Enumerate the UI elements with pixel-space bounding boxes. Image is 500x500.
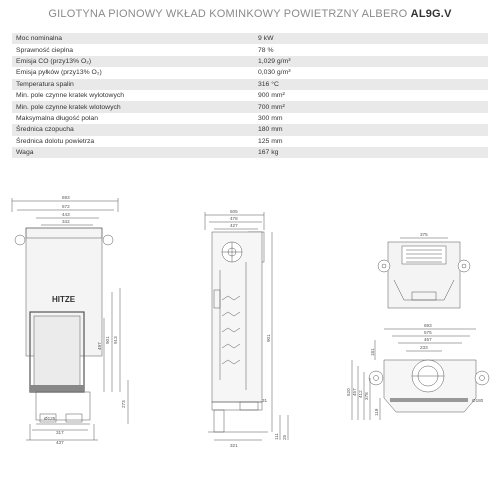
top-view <box>378 238 470 308</box>
spec-value: 78 % <box>258 46 274 54</box>
spec-label: Min. pole czynne kratek wylotowych <box>16 92 125 100</box>
dim-label: 901 <box>105 336 110 344</box>
dim-label: 505 <box>230 209 238 214</box>
spec-label: Temperatura spalin <box>12 79 254 90</box>
dim-label: Ø125 <box>44 416 56 421</box>
brand-logo: HITZE <box>52 295 76 304</box>
dim-label: 375 <box>420 232 428 237</box>
dim-label: 672 <box>62 204 70 209</box>
spec-label: Emisja CO (przy13% O₂) <box>12 56 254 67</box>
spec-label: Min. pole czynne kratek wlotowych <box>12 101 254 112</box>
spec-value: 167 kg <box>254 147 488 158</box>
title-text: GILOTYNA PIONOWY WKŁAD KOMINKOWY POWIETRZNY ALBERO <box>48 8 408 20</box>
spec-row <box>12 44 488 55</box>
front-view <box>12 198 128 440</box>
spec-row <box>12 101 488 112</box>
spec-label: Średnica czopucha <box>12 124 254 135</box>
dim-label: 437 <box>56 440 64 445</box>
spec-label: Waga <box>12 147 254 158</box>
dim-label: 901 <box>266 334 271 342</box>
spec-row <box>12 124 488 135</box>
dim-label: 233 <box>420 345 428 350</box>
dim-label: Ø180 <box>472 398 484 403</box>
spec-value: 9 kW <box>254 33 488 44</box>
spec-value: 316 °C <box>254 79 488 90</box>
spec-value: 125 mm <box>258 137 283 145</box>
dim-label: 497 <box>97 342 102 350</box>
spec-row <box>12 33 488 44</box>
dim-label: 457 <box>352 388 357 396</box>
spec-label: Sprawność cieplna <box>16 46 74 54</box>
spec-value: 300 mm <box>258 114 283 122</box>
spec-table <box>12 33 488 158</box>
dim-label: 693 <box>62 195 70 200</box>
spec-row <box>12 90 488 101</box>
spec-value: 180 mm <box>254 124 488 135</box>
document-title <box>0 8 500 20</box>
spec-value: 900 mm² <box>258 92 285 100</box>
dim-label: 31 <box>262 398 268 403</box>
technical-drawings <box>0 185 500 448</box>
spec-label: Maksymalna długość polan <box>16 114 98 122</box>
dim-label: 913 <box>113 336 118 344</box>
dim-label: 119 <box>374 408 379 416</box>
spec-value: 1,029 g/m³ <box>254 56 488 67</box>
spec-row <box>12 113 488 124</box>
spec-value: 700 mm² <box>254 101 488 112</box>
spec-value: 0,030 g/m³ <box>258 69 291 77</box>
spec-row <box>12 136 488 147</box>
spec-row <box>12 67 488 78</box>
spec-label: Emisja pyłków (przy13% O₂) <box>16 69 102 77</box>
spec-label: Średnica dolotu powietrza <box>16 137 95 145</box>
dim-label: 427 <box>230 223 238 228</box>
dim-label: 111 <box>274 433 279 440</box>
dim-label: 321 <box>230 443 238 448</box>
dim-label: 575 <box>424 330 432 335</box>
spec-row <box>12 147 488 158</box>
dim-label: 273 <box>121 400 126 408</box>
dim-label: 478 <box>230 216 238 221</box>
dim-label: 25 <box>282 434 287 440</box>
dim-label: 467 <box>424 337 432 342</box>
model-code: AL9G.V <box>410 8 452 20</box>
spec-row <box>12 56 488 67</box>
dim-label: 181 <box>370 348 375 356</box>
dim-label: 520 <box>346 388 351 396</box>
dim-label: 412 <box>358 390 363 398</box>
spec-row <box>12 79 488 90</box>
dim-label: 443 <box>62 212 70 217</box>
dim-label: 317 <box>56 430 64 435</box>
dim-label: 378 <box>364 392 369 400</box>
spec-label: Moc nominalna <box>12 33 254 44</box>
plan-view <box>352 329 489 420</box>
dim-label: 342 <box>62 219 70 224</box>
dim-label: 693 <box>424 323 432 328</box>
side-view <box>205 212 288 440</box>
